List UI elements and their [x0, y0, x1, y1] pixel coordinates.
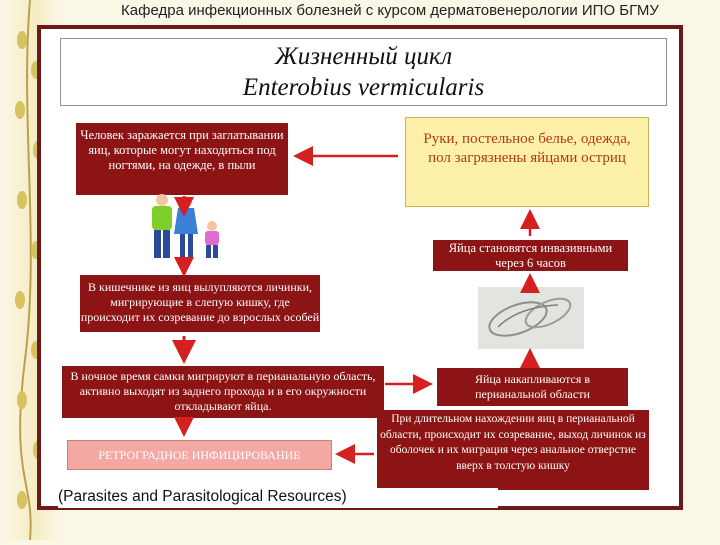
title-line-1: Жизненный цикл: [274, 43, 453, 70]
box-retrograde: РЕТРОГРАДНОЕ ИНФИЦИРОВАНИЕ: [67, 440, 332, 470]
box-accumulate: Яйца накапливаются в перианальной области: [437, 368, 628, 406]
source-caption: (Parasites and Parasitological Resources): [58, 488, 498, 508]
header-text: Кафедра инфекционных болезней с курсом дерматовенерологии ИПО БГМУ: [121, 2, 659, 19]
box-infection: Человек заражается при заглатывании яиц, которые могут находиться под ногтями, на одежде, в пыли: [76, 123, 288, 195]
box-night: В ночное время самки мигрируют в перианальную область, активно выходят из заднего прохода и в его окружности откладывают яйца.: [62, 366, 384, 418]
box-intestine: В кишечнике из яиц вылупляются личинки, мигрирующие в слепую кишку, где происходит их созревание до взрослых особей: [80, 275, 320, 332]
title-line-2: Enterobius vermicularis: [242, 74, 485, 101]
box-contaminated: Руки, постельное белье, одежда, пол загрязнены яйцами остриц: [405, 117, 649, 207]
box-invasive: Яйца становятся инвазивными через 6 часов: [433, 240, 628, 271]
box-longstay: При длительном нахождении яиц в перианальной области, происходит их созревание, выход личинок из оболочек и их миграция через анальное отверстие вверх в толстую кишку: [377, 410, 649, 490]
